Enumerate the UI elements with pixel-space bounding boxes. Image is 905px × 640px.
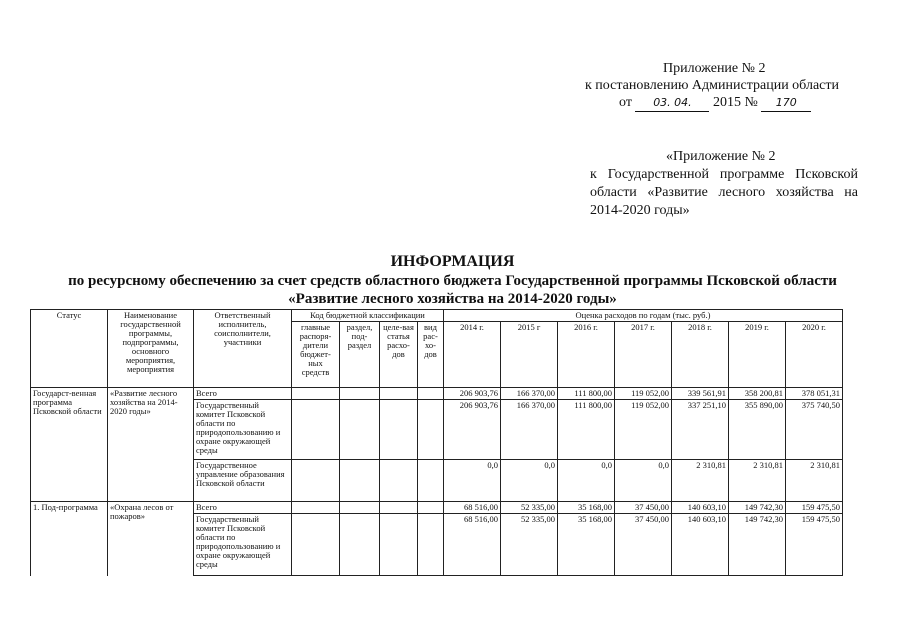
header-year-2014: 2014 г. <box>444 322 501 388</box>
value-cell: 52 335,00 <box>501 514 558 576</box>
value-cell: 0,0 <box>615 460 672 502</box>
document-title: ИНФОРМАЦИЯ <box>390 253 515 270</box>
value-cell: 52 335,00 <box>501 502 558 514</box>
header-code-main-managers: главные распоря-дители бюджет-ных средств <box>292 322 340 388</box>
value-cell: 2 310,81 <box>672 460 729 502</box>
row-responsible: Государственный комитет Псковской области по природопользованию и охране окружающей среды <box>194 400 292 460</box>
value-cell: 37 450,00 <box>615 514 672 576</box>
handwritten-number: 170 <box>761 94 811 112</box>
value-cell: 119 052,00 <box>615 400 672 460</box>
value-cell: 35 168,00 <box>558 514 615 576</box>
row-responsible: Государственный комитет Псковской области по природопользованию и охране окружающей среды <box>194 514 292 576</box>
row-status: Государст-венная программа Псковской области <box>31 388 108 502</box>
value-cell: 119 052,00 <box>615 388 672 400</box>
row-responsible: Всего <box>194 502 292 514</box>
header-budget-code: Код бюджетной классификации <box>292 310 444 322</box>
row-status: 1. Под-программа <box>31 502 108 576</box>
value-cell: 206 903,76 <box>444 400 501 460</box>
header-code-section: раздел, под-раздел <box>340 322 380 388</box>
header-year-2019: 2019 г. <box>729 322 786 388</box>
document-subtitle-1: по ресурсному обеспечению за счет средств областного бюджета Государственной программы Псковской области <box>68 273 837 289</box>
budget-table <box>30 309 843 576</box>
appendix-line2: к постановлению Администрации области <box>585 78 839 93</box>
value-cell: 149 742,30 <box>729 502 786 514</box>
appendix-year-number-label: 2015 № <box>712 95 758 110</box>
value-cell: 337 251,10 <box>672 400 729 460</box>
value-cell: 0,0 <box>501 460 558 502</box>
value-cell: 378 051,31 <box>786 388 843 400</box>
table-row <box>31 502 843 514</box>
value-cell: 339 561,91 <box>672 388 729 400</box>
value-cell: 0,0 <box>558 460 615 502</box>
program-appendix-line1: «Приложение № 2 <box>666 149 776 164</box>
value-cell: 358 200,81 <box>729 388 786 400</box>
appendix-line3 <box>585 94 875 112</box>
value-cell: 37 450,00 <box>615 502 672 514</box>
row-name: «Охрана лесов от пожаров» <box>108 502 194 576</box>
value-cell: 140 603,10 <box>672 514 729 576</box>
value-cell: 159 475,50 <box>786 502 843 514</box>
row-responsible: Всего <box>194 388 292 400</box>
value-cell: 68 516,00 <box>444 514 501 576</box>
value-cell: 2 310,81 <box>729 460 786 502</box>
value-cell: 159 475,50 <box>786 514 843 576</box>
header-name: Наименование государственной программы, подпрограммы, основного мероприятия, мероприятия <box>108 310 194 388</box>
value-cell: 35 168,00 <box>558 502 615 514</box>
value-cell: 206 903,76 <box>444 388 501 400</box>
document-subtitle-2: «Развитие лесного хозяйства на 2014-2020 годы» <box>288 291 617 307</box>
program-appendix-line2: к Государственной программе Псковской области «Развитие лесного хозяйства на 2014-2020 годы» <box>590 167 858 218</box>
value-cell: 166 370,00 <box>501 388 558 400</box>
appendix-line1: Приложение № 2 <box>663 61 766 76</box>
value-cell: 149 742,30 <box>729 514 786 576</box>
header-year-2016: 2016 г. <box>558 322 615 388</box>
header-status: Статус <box>31 310 108 388</box>
table-row <box>31 388 843 400</box>
row-responsible: Государственное управление образования Псковской области <box>194 460 292 502</box>
value-cell: 111 800,00 <box>558 400 615 460</box>
header-year-2015: 2015 г <box>501 322 558 388</box>
value-cell: 140 603,10 <box>672 502 729 514</box>
value-cell: 111 800,00 <box>558 388 615 400</box>
appendix-reference <box>585 60 875 112</box>
header-code-target-article: целе-вая статья расхо-дов <box>380 322 418 388</box>
value-cell: 166 370,00 <box>501 400 558 460</box>
appendix-from-label: от <box>619 95 632 110</box>
program-appendix <box>590 148 858 220</box>
header-expenses: Оценка расходов по годам (тыс. руб.) <box>444 310 843 322</box>
value-cell: 68 516,00 <box>444 502 501 514</box>
header-row-1 <box>31 310 843 322</box>
header-responsible: Ответственный исполнитель, соисполнители, участники <box>194 310 292 388</box>
handwritten-date: 03. 04. <box>635 94 709 112</box>
header-code-expense-type: вид рас-хо-дов <box>418 322 444 388</box>
value-cell: 0,0 <box>444 460 501 502</box>
header-year-2020: 2020 г. <box>786 322 843 388</box>
row-name: «Развитие лесного хозяйства на 2014-2020 годы» <box>108 388 194 502</box>
value-cell: 355 890,00 <box>729 400 786 460</box>
value-cell: 375 740,50 <box>786 400 843 460</box>
header-year-2018: 2018 г. <box>672 322 729 388</box>
value-cell: 2 310,81 <box>786 460 843 502</box>
header-year-2017: 2017 г. <box>615 322 672 388</box>
